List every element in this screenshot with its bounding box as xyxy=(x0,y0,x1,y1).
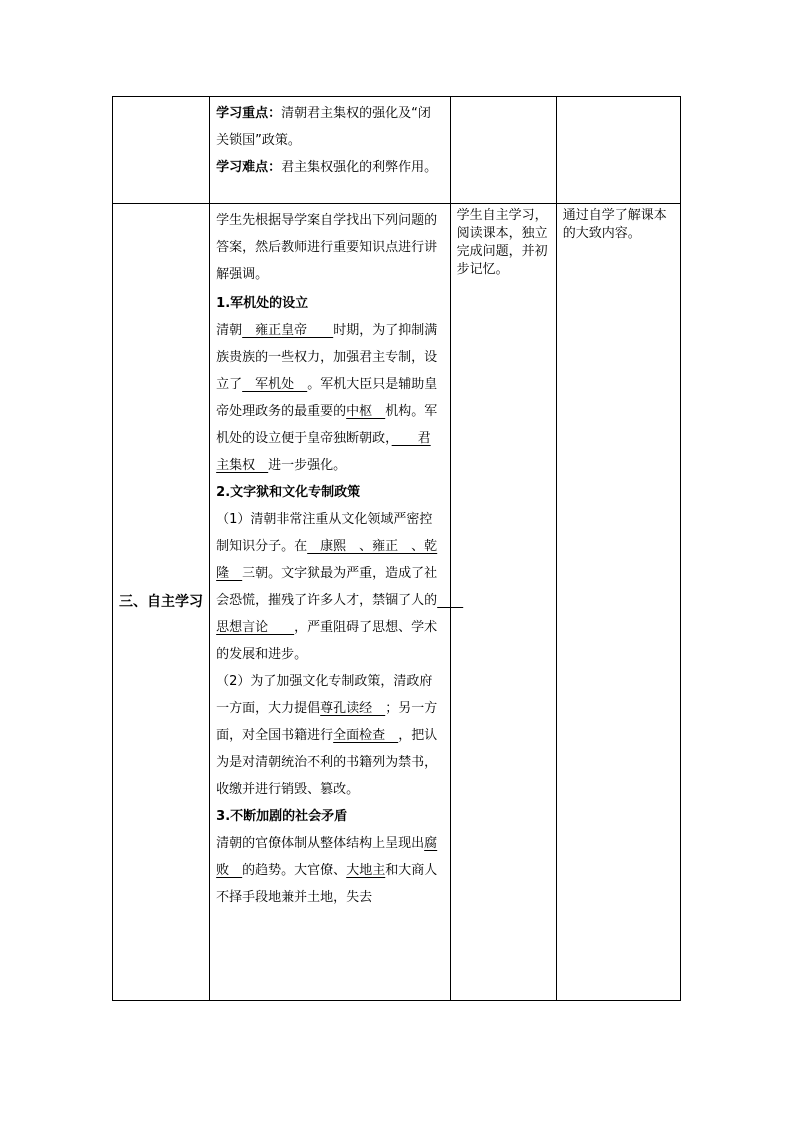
answer-blank: 大地主 xyxy=(346,863,386,878)
student-activity-cell-empty xyxy=(450,97,556,204)
heading-1: 1.军机处的设立 xyxy=(216,296,309,311)
section-cell-empty xyxy=(113,97,210,204)
text: 机构。军机处的设立便于皇帝独断朝政， xyxy=(216,404,438,446)
text: 三朝。文字狱最为严重，造成了社会恐慌，摧残了许多人才，禁锢了人的 xyxy=(216,566,438,608)
section-label-cell xyxy=(113,204,210,1001)
paragraph-4 xyxy=(216,830,443,911)
difficulty-text: 君主集权强化的利弊作用。 xyxy=(281,160,438,175)
text: （1）清朝非常注重从文化领域严密控制知识分子。在 xyxy=(216,512,433,554)
table-row xyxy=(113,204,681,1001)
focus-label: 学习重点： xyxy=(216,106,282,121)
answer-blank: 腐败 xyxy=(216,836,438,878)
answer-blank: 雍正皇帝 xyxy=(242,323,334,338)
intro-paragraph: 学生先根据导学案自学找出下列问题的答案，然后教师进行重要知识点进行讲解强调。 xyxy=(216,213,438,282)
heading-2: 2.文字狱和文化专制政策 xyxy=(216,485,361,500)
table-row xyxy=(113,97,681,204)
difficulty-label: 学习难点： xyxy=(216,160,282,175)
text: 时期，为了抑制满族贵族的一些权力，加强君主专制，设立了 xyxy=(216,323,438,392)
design-intent-cell-empty xyxy=(556,97,680,204)
answer-blank: 君主集权 xyxy=(216,431,431,473)
text: 清朝 xyxy=(216,323,243,338)
text: ，把认为是对清朝统治不利的书籍列为禁书，收缴并进行销毁、篡改。 xyxy=(216,728,438,797)
answer-blank: 全面检查 xyxy=(333,728,399,743)
text: ；另一方面，对全国书籍进行 xyxy=(216,701,438,743)
design-intent-cell xyxy=(556,204,680,1001)
focus-paragraph xyxy=(216,100,443,154)
paragraph-1 xyxy=(216,317,443,479)
section-label: 三、自主学习 xyxy=(119,594,203,610)
text: ，严重阻碍了思想、学术的发展和进步。 xyxy=(216,620,438,662)
answer-blank: 康熙 、雍正 、乾隆 xyxy=(216,539,438,581)
answer-blank: 尊孔读经 xyxy=(320,701,386,716)
answer-blank: 军机处 xyxy=(242,377,308,392)
text: （2）为了加强文化专制政策，清政府一方面，大力提倡 xyxy=(216,674,433,716)
student-activity-text: 学生自主学习，阅读课本，独立完成问题，并初步记忆。 xyxy=(456,208,548,277)
paragraph-2 xyxy=(216,506,464,668)
text: 清朝的官僚体制从整体结构上呈现出 xyxy=(216,836,425,851)
difficulty-paragraph xyxy=(216,154,443,181)
design-intent-text: 通过自学了解课本的大致内容。 xyxy=(562,208,667,241)
goals-cell xyxy=(210,97,450,204)
student-activity-cell xyxy=(450,204,556,1001)
text: 的趋势。大官僚、 xyxy=(242,863,347,878)
text: 和大商人不择手段地兼并土地，失去 xyxy=(216,863,438,905)
focus-text: 清朝君主集权的强化及“闭关锁国”政策。 xyxy=(216,106,431,148)
content-cell xyxy=(210,204,464,1001)
lesson-plan-table xyxy=(112,96,681,1001)
text: 。军机大臣只是辅助皇帝处理政务的最重要的 xyxy=(216,377,438,419)
answer-blank: 中枢 xyxy=(346,404,386,419)
answer-blank: 思想言论 xyxy=(216,593,464,635)
paragraph-3 xyxy=(216,668,443,803)
text: 进一步强化。 xyxy=(268,458,347,473)
heading-3: 3.不断加剧的社会矛盾 xyxy=(216,809,348,824)
